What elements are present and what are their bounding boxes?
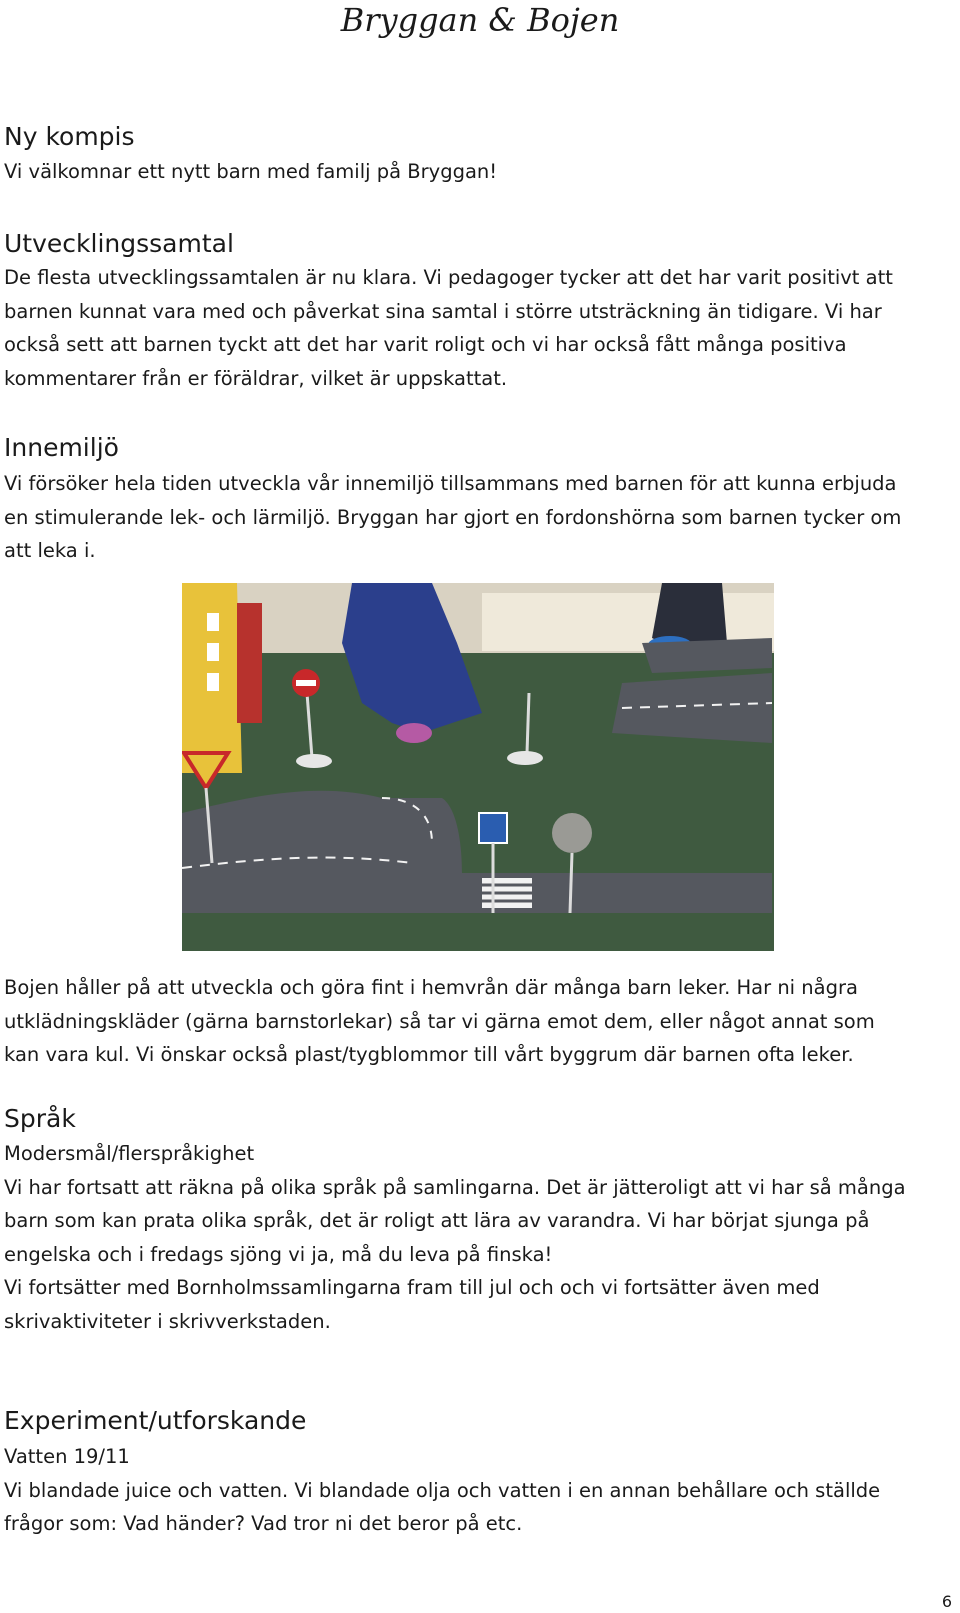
- photo-fordonshorna: [182, 583, 774, 951]
- text-line: utklädningskläder (gärna barnstorlekar) så tar vi gärna emot dem, eller något annat som: [4, 1009, 875, 1033]
- text-line: Vi försöker hela tiden utveckla vår innemiljö tillsammans med barnen för att kunna erbjuda: [4, 472, 897, 495]
- paragraph-experiment: [4, 1440, 954, 1541]
- round-sign: [552, 813, 592, 853]
- paragraph-innemiljo: [4, 467, 954, 568]
- page-number: 6: [941, 1592, 952, 1611]
- shelf-window: [207, 613, 219, 631]
- text-line: också sett att barnen tyckt att det har varit roligt och vi har också fått många positiva: [4, 333, 847, 356]
- sign-pole: [570, 853, 572, 913]
- text-line: en stimulerande lek- och lärmiljö. Bryggan har gjort en fordonshörna som barnen tycker om: [4, 505, 902, 529]
- heading-innemiljo: Innemiljö: [4, 433, 119, 462]
- text-line: att leka i.: [4, 539, 96, 562]
- text-line: Bojen håller på att utveckla och göra fint i hemvrån där många barn leker. Har ni några: [4, 976, 858, 999]
- sign-pole: [527, 693, 529, 753]
- heading-experiment: Experiment/utforskande: [4, 1406, 307, 1435]
- road-piece: [612, 673, 772, 743]
- heading-ny-kompis: Ny kompis: [4, 122, 135, 151]
- heading-utvecklingssamtal: Utvecklingssamtal: [4, 229, 234, 258]
- text-line: Vi blandade juice och vatten. Vi blandade olja och vatten i en annan behållare och ställde: [4, 1478, 881, 1502]
- paragraph-utvecklingssamtal: [4, 261, 954, 395]
- text-line: Vi välkomnar ett nytt barn med familj på Bryggan!: [4, 160, 498, 183]
- text-line: De flesta utvecklingssamtalen är nu klara. Vi pedagoger tycker att det har varit positivt att: [4, 266, 893, 289]
- text-line: engelska och i fredags sjöng vi ja, må du leva på finska!: [4, 1242, 553, 1266]
- shelf-window: [207, 643, 219, 661]
- red-shelf-side: [237, 603, 262, 723]
- text-line: frågor som: Vad händer? Vad tror ni det beror på etc.: [4, 1512, 523, 1535]
- paragraph-sprak: [4, 1137, 954, 1338]
- child-sock: [396, 723, 432, 743]
- subheading-modersmal: Modersmål/flerspråkighet: [4, 1142, 255, 1165]
- text-line: barn som kan prata olika språk, det är roligt att lära av varandra. Vi har börjat sjunga på: [4, 1209, 870, 1232]
- text-line: barnen kunnat vara med och påverkat sina samtal i större utsträckning än tidigare. Vi har: [4, 299, 882, 323]
- heading-sprak: Språk: [4, 1104, 76, 1133]
- shelf-window: [207, 673, 219, 691]
- page-header-title: Bryggan & Bojen: [340, 1, 620, 39]
- text-line: skrivaktiviteter i skrivverkstaden.: [4, 1309, 331, 1333]
- photo-illustration: [182, 583, 774, 951]
- sign-base: [296, 754, 332, 768]
- subheading-vatten: Vatten 19/11: [4, 1445, 130, 1468]
- text-line: kan vara kul. Vi önskar också plast/tygblommor till vårt byggrum där barnen ofta leker.: [4, 1043, 854, 1066]
- text-line: kommentarer från er föräldrar, vilket är uppskattat.: [4, 366, 508, 390]
- sign-base: [507, 751, 543, 765]
- paragraph-ny-kompis: [4, 155, 954, 189]
- road-piece: [642, 638, 772, 673]
- crosswalk-sign: [479, 813, 507, 843]
- no-entry-bar: [296, 680, 316, 686]
- text-line: Vi har fortsatt att räkna på olika språk på samlingarna. Det är jätteroligt att vi har så många: [4, 1175, 906, 1199]
- paragraph-bojen: [4, 971, 954, 1072]
- text-line: Vi fortsätter med Bornholmssamlingarna fram till jul och och vi fortsätter även med: [4, 1276, 820, 1299]
